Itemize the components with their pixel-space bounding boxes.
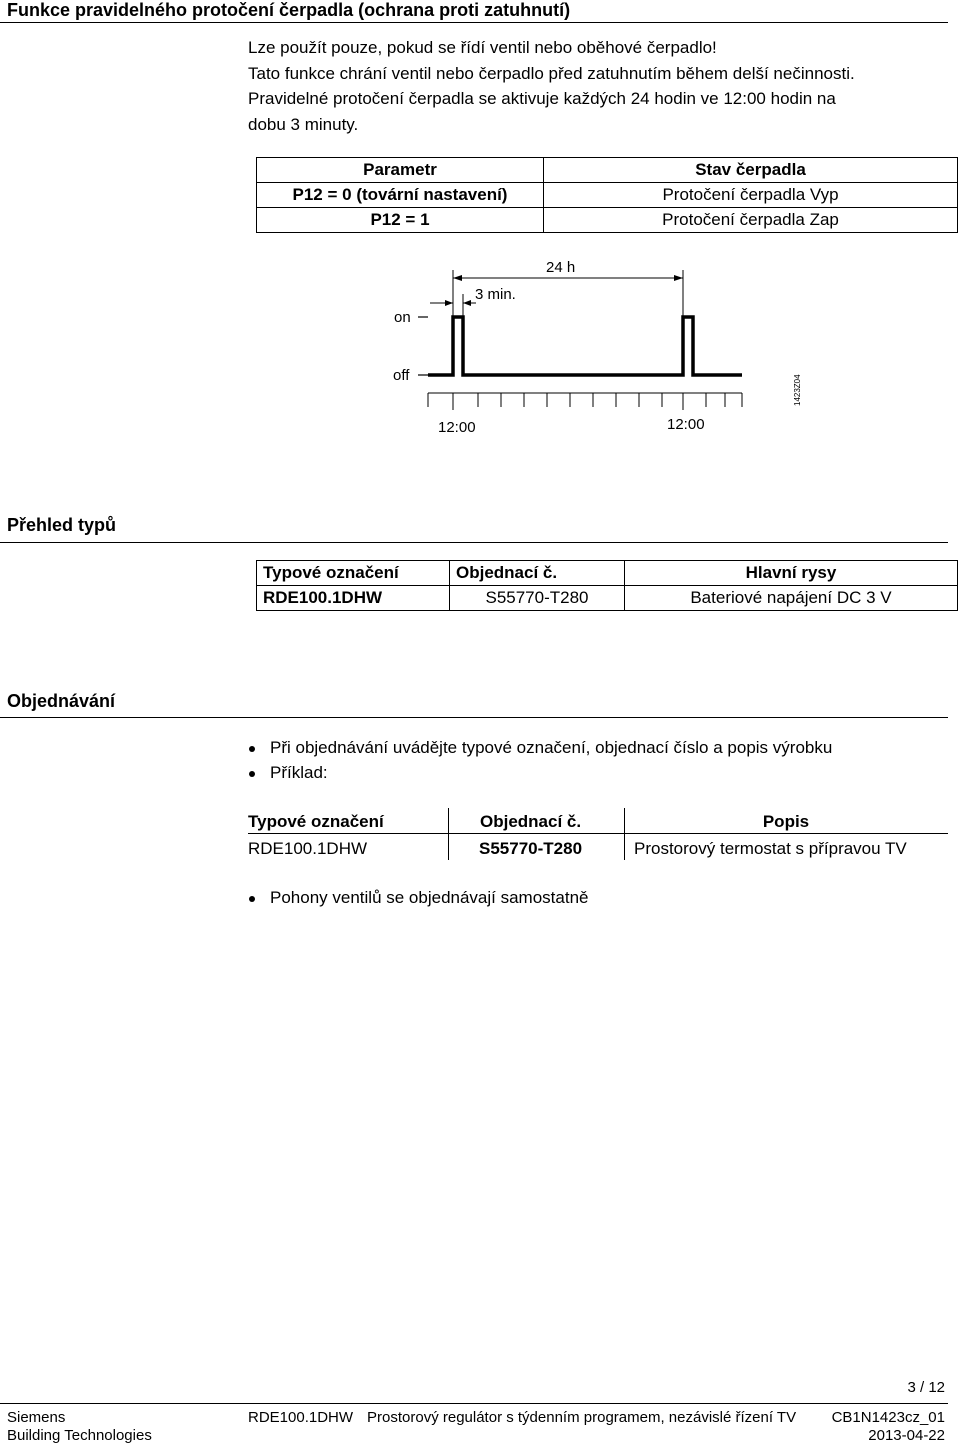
bullet-icon xyxy=(249,771,255,777)
example-type-header: Typové označení xyxy=(248,812,384,831)
param-cell: P12 = 0 (tovární nastavení) xyxy=(257,183,544,208)
bullet-icon xyxy=(249,896,255,902)
example-divider xyxy=(624,808,625,860)
ordering-instruction: Při objednávání uvádějte typové označení, objednací číslo a popis výrobku xyxy=(270,738,833,757)
order-number-cell: S55770-T280 xyxy=(450,586,625,611)
pulse-arrow-left xyxy=(445,300,453,306)
order-number-header: Objednací č. xyxy=(450,561,625,586)
time-label-right: 12:00 xyxy=(667,416,705,433)
period-arrow-left xyxy=(453,275,462,281)
period-label: 24 h xyxy=(546,259,576,276)
footer-division: Building Technologies xyxy=(7,1427,152,1444)
period-arrow-right xyxy=(674,275,683,281)
overview-title: Přehled typů xyxy=(7,515,117,535)
example-order-header: Objednací č. xyxy=(480,812,582,831)
param-cell: P12 = 1 xyxy=(257,208,544,233)
footer-doc-title: Prostorový regulátor s týdenním programem, nezávislé řízení TV xyxy=(367,1409,797,1426)
actuators-note: Pohony ventilů se objednávají samostatně xyxy=(270,888,589,907)
page-title: Funkce pravidelného protočení čerpadla (ochrana proti zatuhnutí) xyxy=(7,0,571,20)
time-label-left: 12:00 xyxy=(438,419,476,436)
pump-state-header: Stav čerpadla xyxy=(544,158,958,183)
example-description-cell: Prostorový termostat s přípravou TV xyxy=(634,839,907,858)
intro-line-3: Pravidelné protočení čerpadla se aktivuje každých 24 hodin ve 12:00 hodin na xyxy=(248,89,836,108)
overview-rule xyxy=(0,542,948,543)
ordering-title: Objednávání xyxy=(7,691,116,711)
timing-diagram xyxy=(380,250,820,450)
footer-product: RDE100.1DHW xyxy=(248,1409,354,1426)
type-header: Typové označení xyxy=(257,561,450,586)
off-label: off xyxy=(393,367,410,384)
overview-table xyxy=(256,560,958,611)
param-header: Parametr xyxy=(257,158,544,183)
footer-company: Siemens xyxy=(7,1409,66,1426)
intro-text xyxy=(248,35,855,137)
intro-line-4: dobu 3 minuty. xyxy=(248,114,359,134)
figure-code: 1423Z04 xyxy=(793,374,802,406)
features-cell: Bateriové napájení DC 3 V xyxy=(625,586,958,611)
footer-date: 2013-04-22 xyxy=(868,1427,945,1444)
pulse-arrow-right xyxy=(463,300,471,306)
example-type-cell: RDE100.1DHW xyxy=(248,839,368,858)
example-header-rule xyxy=(248,833,948,834)
example-description-header: Popis xyxy=(762,812,810,831)
intro-line-2: Tato funkce chrání ventil nebo čerpadlo před zatuhnutím během delší nečinnosti. xyxy=(248,63,855,83)
intro-line-1: Lze použít pouze, pokud se řídí ventil nebo oběhové čerpadlo! xyxy=(248,38,717,57)
ordering-rule xyxy=(0,717,948,718)
footer-doc-id: CB1N1423cz_01 xyxy=(831,1409,945,1426)
example-order-cell: S55770-T280 xyxy=(479,839,583,858)
parameter-table xyxy=(256,157,958,233)
pulse-label: 3 min. xyxy=(475,286,516,303)
example-divider xyxy=(448,808,449,860)
type-cell: RDE100.1DHW xyxy=(257,586,450,611)
footer-rule xyxy=(0,1403,948,1404)
pump-signal xyxy=(428,317,742,375)
page-number: 3 / 12 xyxy=(907,1379,945,1396)
example-label: Příklad: xyxy=(270,763,328,782)
title-rule xyxy=(0,22,948,23)
pump-state-cell: Protočení čerpadla Zap xyxy=(544,208,958,233)
on-label: on xyxy=(394,309,411,326)
features-header: Hlavní rysy xyxy=(625,561,958,586)
time-axis-ticks xyxy=(428,393,742,410)
pump-state-cell: Protočení čerpadla Vyp xyxy=(544,183,958,208)
bullet-icon xyxy=(249,746,255,752)
